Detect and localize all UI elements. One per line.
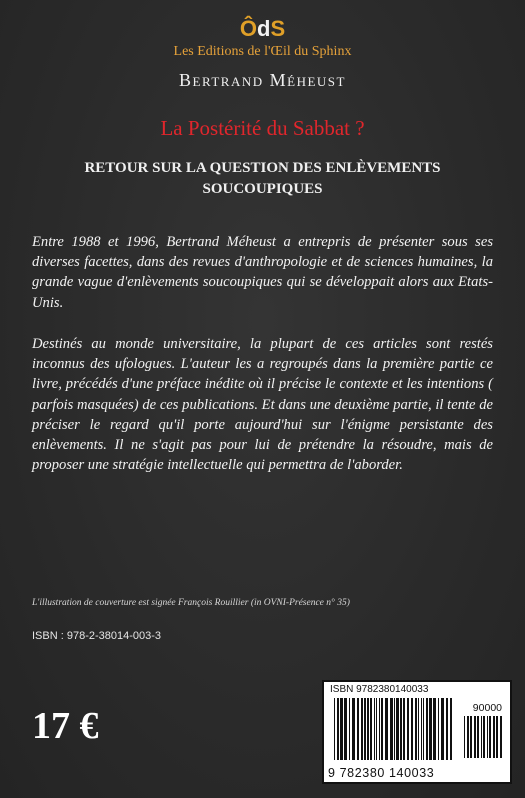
- barcode-bar: [446, 698, 448, 760]
- barcode-bar: [367, 698, 369, 760]
- barcode-bar: [489, 716, 491, 758]
- barcode-label: [322, 680, 512, 784]
- publisher-logo: [0, 16, 525, 42]
- blurb-paragraph-1: Entre 1988 et 1996, Bertrand Méheust a entrepris de présenter sous ses diverses facettes, dans des revues d'anthropologie et de sciences humaines, la grande vague d'enlèvements soucoupiques qui se développait alors aux Etats-Unis.: [32, 234, 493, 311]
- barcode-bar: [421, 698, 422, 760]
- price: 17 €: [32, 705, 99, 747]
- barcode-bar: [477, 716, 479, 758]
- barcode-bar: [433, 698, 436, 760]
- logo-letter-o: Ô: [239, 16, 257, 41]
- barcode-bar: [483, 716, 485, 758]
- barcode-isbn-text: ISBN 9782380140033: [330, 684, 429, 695]
- author-name: Bertrand Méheust: [179, 70, 346, 90]
- barcode-digits: 9 782380 140033: [328, 766, 435, 780]
- barcode-bar: [487, 716, 488, 758]
- barcode-bar: [376, 698, 377, 760]
- barcode-bar: [357, 698, 359, 760]
- barcode-bar: [370, 698, 372, 760]
- barcode-bar: [400, 698, 402, 760]
- barcode-bar: [374, 698, 375, 760]
- barcode-bar: [349, 698, 350, 760]
- barcode-bar: [481, 716, 482, 758]
- barcode-bar: [429, 698, 432, 760]
- barcode-bar: [396, 698, 399, 760]
- barcode-bar: [394, 698, 395, 760]
- blurb-paragraph-2: Destinés au monde universitaire, la plupart de ces articles sont restés inconnus des ufologues. L'auteur les a regroupés dans la première partie ce livre, précédés d'une préface inédite où il précise le contexte et les intentions ( parfois masquées) de ces publications. Et dans une deuxième partie, il tente de préciser le regard qu'il porte aujourd'hui sur l'énigme persistante des enlèvements. Il ne s'agit pas pour lui de prétendre la résoudre, mais de proposer une stratégie intellectuelle qui permettra de l'aborder.: [32, 336, 493, 474]
- barcode-bar: [364, 698, 366, 760]
- barcode-bar: [470, 716, 472, 758]
- barcode-bars: [334, 698, 454, 760]
- barcode-bar: [385, 698, 388, 760]
- barcode-bar: [415, 698, 417, 760]
- logo-letter-d: d: [256, 16, 271, 41]
- barcode-bar: [474, 716, 476, 758]
- barcode-bar: [496, 716, 498, 758]
- barcode-bar: [340, 698, 343, 760]
- book-subtitle: RETOUR SUR LA QUESTION DES ENLÈVEMENTS SOUCOUPIQUES: [84, 160, 441, 197]
- cover-illustration-credit: L'illustration de couverture est signée François Rouillier (in OVNI-Présence n° 35): [32, 598, 350, 608]
- barcode-bar: [467, 716, 469, 758]
- barcode-bar: [464, 716, 465, 758]
- barcode-bar: [390, 698, 393, 760]
- barcode-bar: [403, 698, 405, 760]
- barcode-bar: [379, 698, 380, 760]
- barcode-addon-bars: [464, 716, 504, 758]
- barcode-bar: [361, 698, 363, 760]
- barcode-bar: [418, 698, 419, 760]
- barcode-bar: [381, 698, 383, 760]
- barcode-bar: [426, 698, 428, 760]
- publisher-name: Les Editions de l'Œil du Sphinx: [173, 44, 352, 59]
- barcode-bar: [344, 698, 347, 760]
- barcode-bar: [407, 698, 409, 760]
- barcode-bar: [337, 698, 339, 760]
- barcode-bar: [438, 698, 439, 760]
- barcode-bar: [423, 698, 424, 760]
- barcode-bar: [352, 698, 355, 760]
- barcode-bar: [493, 716, 495, 758]
- barcode-bar: [500, 716, 502, 758]
- barcode-bar: [334, 698, 335, 760]
- barcode-bar: [411, 698, 413, 760]
- barcode-addon-text: 90000: [472, 702, 502, 714]
- book-title: La Postérité du Sabbat ?: [160, 116, 365, 140]
- logo-letter-s: S: [270, 16, 286, 41]
- isbn-text: ISBN : 978-2-38014-003-3: [32, 630, 162, 642]
- barcode-bar: [450, 698, 452, 760]
- barcode-bar: [441, 698, 444, 760]
